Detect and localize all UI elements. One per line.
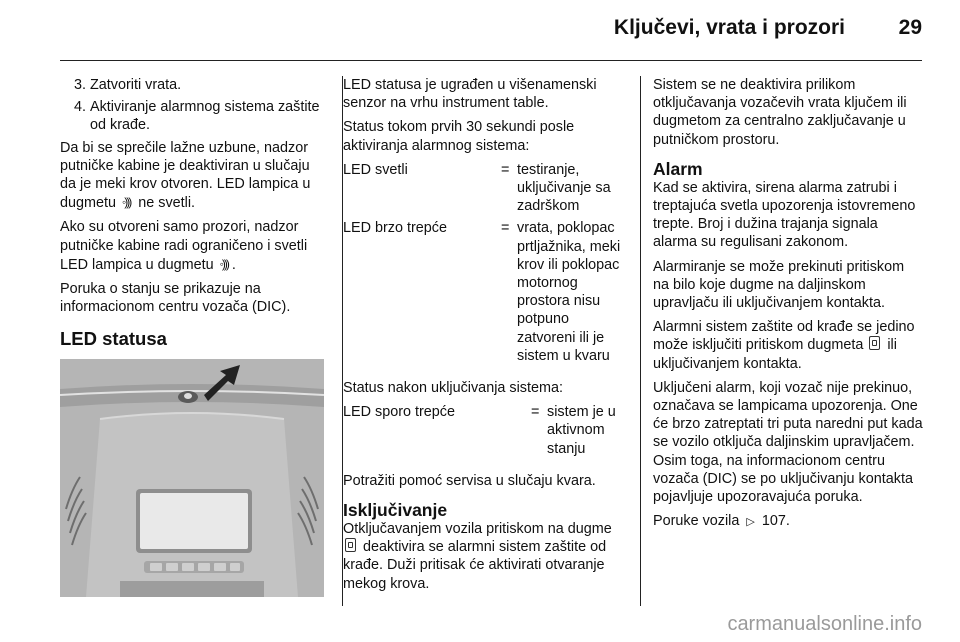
paragraph: Poruka o stanju se prikazuje na informacionom centru vozača (DIC). (60, 281, 291, 316)
paragraph: Potražiti pomoć servisa u slučaju kvara. (343, 472, 596, 489)
header-rule (60, 60, 922, 61)
list-text: Aktiviranje alarmnog sistema zaštite od krađe. (90, 99, 320, 134)
display-screen (140, 493, 248, 549)
column-3 (653, 76, 923, 537)
section-heading: Isključivanje (343, 500, 448, 521)
unlock-key-icon (345, 538, 356, 552)
watermark: carmanualsonline.info (727, 613, 922, 635)
paragraph: Ako su otvoreni samo prozori, nadzor putničke kabine radi ograničeno i svetli LED lampica u dugmetu ◦))) . (60, 219, 308, 273)
section-heading: LED statusa (60, 328, 167, 350)
table-row: LED svetli = testiranje, uključivanje sa zadrškom (343, 161, 611, 215)
paragraph: Kad se aktivira, sirena alarma zatrubi i treptajuća svetla upozorenja istovremeno trepte. Broj i dužina trajanja signala alarma su regulisani zakonom. (653, 179, 916, 251)
led-wave-icon: ◦))) (122, 195, 131, 210)
section-heading: Alarm (653, 158, 703, 179)
table-row: LED sporo trepće = sistem je u aktivnom stanju (343, 404, 616, 457)
paragraph: Poruke vozila ▷ 107. (653, 512, 923, 531)
paragraph: Status nakon uključivanja sistema: (343, 380, 563, 397)
dashboard-drawing (60, 359, 324, 597)
column-divider-2 (640, 76, 641, 606)
unlock-key-icon (869, 336, 880, 350)
table-row: LED brzo trepće = vrata, poklopac prtljažnika, meki krov ili poklopac motornog prostora nisu potpuno zatvoreni ili je sistem u kvaru (343, 220, 621, 364)
list-item (60, 76, 325, 94)
list-item (60, 98, 325, 134)
column-2 (343, 76, 623, 599)
paragraph: LED statusa je ugrađen u višenamenski senzor na vrhu instrument table. (343, 77, 597, 112)
status-table-first-30s (343, 161, 623, 369)
list-number: 4. (73, 99, 86, 116)
list-text: Zatvoriti vrata. (90, 77, 182, 93)
column-1 (60, 76, 325, 597)
header-title: Ključevi, vrata i prozori (613, 16, 845, 39)
paragraph: Sistem se ne deaktivira prilikom otključavanja vozačevih vrata ključem ili dugmetom za centralno zaključavanje u putničkom prostoru. (653, 77, 907, 148)
status-table-after-activation (343, 403, 623, 462)
paragraph: Alarmiranje se može prekinuti pritiskom na bilo koje dugme na daljinskom upravljaču ili uključivanjem kontakta. (653, 258, 905, 312)
paragraph: Alarmni sistem zaštite od krađe se jedino može isključiti pritiskom dugmeta ili uključivanjem kontakta. (653, 319, 915, 372)
dashboard-illustration (60, 359, 324, 597)
paragraph: Uključeni alarm, koji vozač nije prekinuo, označava se lampicama upozorenja. One će brzo zatreptati tri puta naredni put kada se vozilo otključa daljinskim upravljačem. Osim toga, na informacionom centru vozača (DIC) se po uključivanju kontakta pojavljuje upozoravajuća poruka. (653, 379, 923, 506)
reference-arrow-icon: ▷ (746, 516, 755, 529)
paragraph: Otključavanjem vozila pritiskom na dugme deaktivira se alarmni sistem zaštite od krađe. Duži pritisak će aktivirati otvaranje mekog krova. (343, 521, 612, 592)
list-number: 3. (73, 77, 86, 93)
page-number: 29 (898, 16, 922, 39)
paragraph: Status tokom prvih 30 sekundi posle aktiviranja alarmnog sistema: (343, 119, 575, 154)
led-wave-icon: ◦))) (219, 256, 228, 271)
paragraph: Da bi se sprečile lažne uzbune, nadzor putničke kabine je deaktiviran u slučaju da je meki krov otvoren. LED lampica u dugmetu ◦))) ne svetli. (60, 139, 311, 212)
